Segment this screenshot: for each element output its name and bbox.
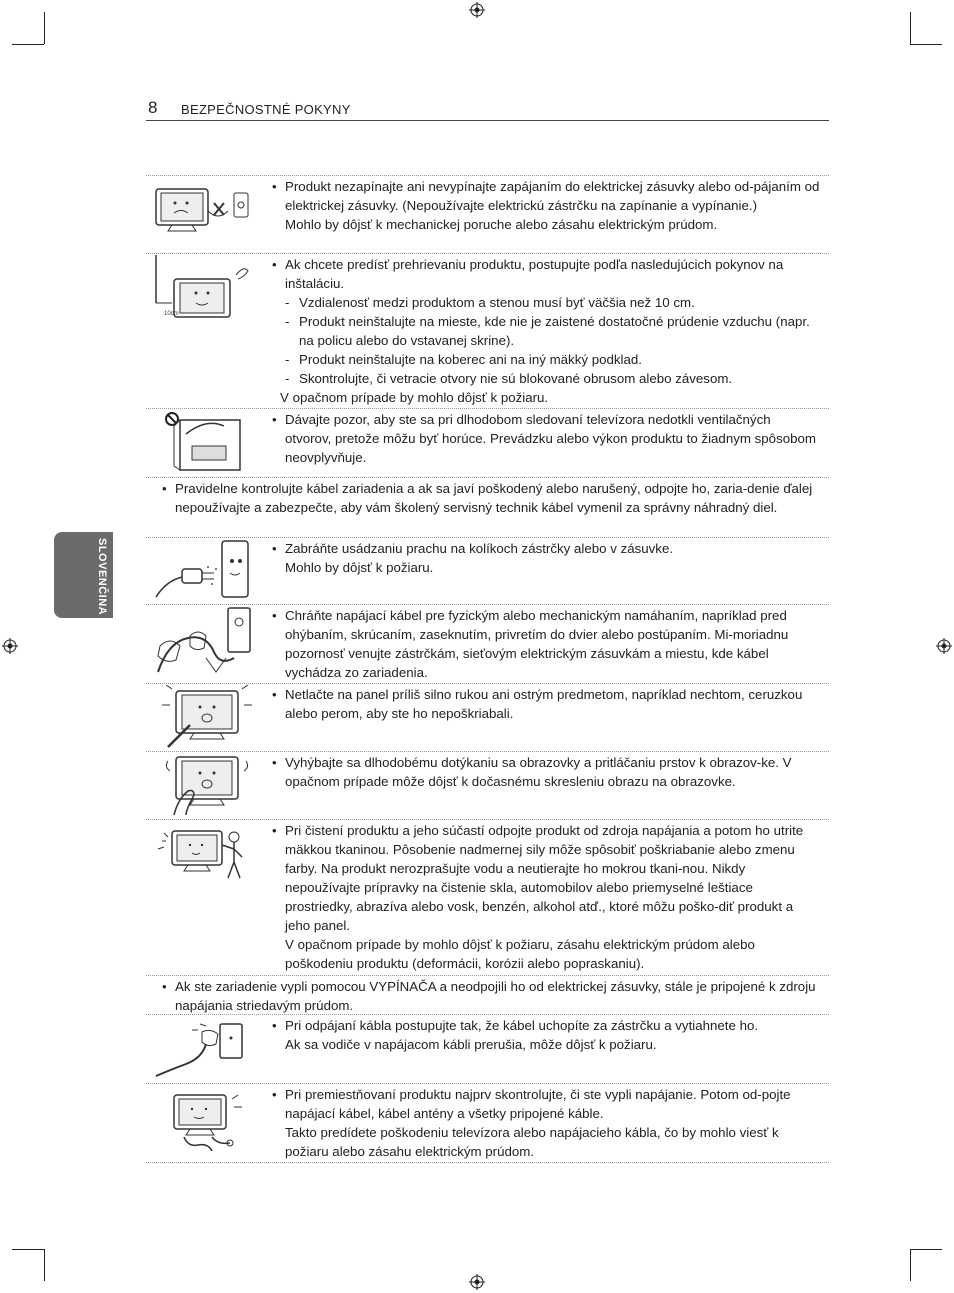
registration-mark-icon (469, 2, 485, 18)
safety-item: • Dávajte pozor, aby ste sa pri dlhodobom sledovaní televízora nedotkli ventilačných otvorov, pretože môžu byť horúce. Prevádzku alebo výkon produktu to žiadnym spôsobom neovplyvňuje. (146, 410, 829, 476)
crop-mark (910, 12, 911, 44)
safety-text: Produkt nezapínajte ani nevypínajte zapájaním do elektrickej zásuvky alebo od-pájaním od elektrickej zásuvky. (Nepoužívajte elektrickú zástrčku na zapínanie a vypínanie.) (285, 179, 820, 213)
safety-text: Pri čistení produktu a jeho súčastí odpojte produkt od zdroja napájania a potom ho utrite mäkkou tkaninou. Pôsobenie nadmernej sily môže spôsobiť poškriabanie alebo zmenu farby. Na produkt nerozprašujte vodu a neutierajte ho mokrou tkani-nou. Nikdy nepoužívajte prípravky na čistenie skla, automobilov alebo priemyselné leštiace prostriedky, abrazíva alebo vosk, benzén, alkohol atď., ktoré môžu poško-diť produkt a jeho panel. (285, 823, 804, 933)
safety-note: Takto predídete poškodeniu televízora alebo napájacieho kábla, čo by mohlo viesť k požiaru alebo zásahu elektrickým prúdom. (285, 1125, 779, 1159)
dusty-plug-icon (150, 539, 256, 603)
safety-note: V opačnom prípade by mohlo dôjsť k požiaru, zásahu elektrickým prúdom alebo poškodeniu produktu (deformácii, korózii alebo popraskaniu). (285, 937, 755, 971)
row-separator (146, 683, 829, 684)
tv-unplug-icon (150, 183, 256, 233)
row-separator (146, 253, 829, 254)
safety-item: • Chráňte napájací kábel pre fyzickým alebo mechanickým namáhaním, napríklad pred ohýbaním, skrúcaním, zaseknutím, privretím do dvier alebo postúpaním. Mi-moriadnu pozornosť venujte zástrčkám, sieťovým elektrickým zásuvkám a miestu, kde kábel vychádza zo zariadenia. (146, 606, 829, 682)
safety-note: Mohlo by dôjsť k mechanickej poruche alebo zásahu elektrickým prúdom. (285, 217, 718, 232)
tv-pen-press-icon (150, 685, 256, 749)
crop-mark (44, 1249, 45, 1281)
safety-note: V opačnom prípade by mohlo dôjsť k požiaru. (280, 390, 549, 405)
safety-item: 10cm • Ak chcete predísť prehrievaniu produktu, postupujte podľa nasledujúcich pokynov na inštaláciu. - Vzdialenosť medzi produktom a stenou musí byť väčšia než 10 cm. - Produkt neinštalujte na mieste, kde nie je zaistené dostatočné prúdenie vzduchu (napr. na policu alebo do vstavanej skrine). - Produkt neinštalujte na koberec ani na iný mäkký podklad. - Skontrolujte, či vetracie otvory nie sú blokované obrusom alebo závesom. V opačnom prípade by mohlo dôjsť k požiaru. (146, 255, 829, 407)
pull-plug-icon (150, 1018, 256, 1080)
safety-text: Pri odpájaní kábla postupujte tak, že kábel uchopíte za zástrčku a vytiahnete ho. (285, 1018, 759, 1033)
safety-subitem: Skontrolujte, či vetracie otvory nie sú blokované obrusom alebo závesom. (299, 371, 733, 386)
row-separator (146, 751, 829, 752)
registration-mark-icon (469, 1274, 485, 1290)
safety-text: Zabráňte usádzaniu prachu na kolíkoch zástrčky alebo v zásuvke. (285, 541, 674, 556)
section-title: BEZPEČNOSTNÉ POKYNY (181, 102, 351, 117)
safety-text: Dávajte pozor, aby ste sa pri dlhodobom sledovaní televízora nedotkli ventilačných otvorov, pretože môžu byť horúce. Prevádzku alebo výkon produktu to žiadnym spôsobom neovplyvňuje. (285, 412, 816, 465)
safety-item: • Netlačte na panel príliš silno rukou ani ostrým predmetom, napríklad nechtom, ceruzkou alebo perom, aby ste ho nepoškriabali. (146, 685, 829, 750)
crop-mark (910, 44, 942, 45)
safety-item: • Pravidelne kontrolujte kábel zariadenia a ak sa javí poškodený alebo narušený, odpojte ho, zaria-denie ďalej nepoužívajte a zabezpečte, aby vám školený servisný technik kábel vymenil za správny náhradný diel. (162, 481, 813, 515)
safety-item: • Vyhýbajte sa dlhodobému dotýkaniu sa obrazovky a pritláčaniu prstov k obrazov-ke. V opačnom prípade môže dôjsť k dočasnému skresleniu obrazu na obrazovke. (146, 753, 829, 818)
tv-wall-distance-icon (150, 255, 256, 325)
safety-item: • Ak ste zariadenie vypli pomocou VYPÍNAČA a neodpojili ho od elektrickej zásuvky, stále je pripojené k zdroju napájania striedavým prúdom. (162, 979, 816, 1013)
safety-text: Netlačte na panel príliš silno rukou ani ostrým predmetom, napríklad nechtom, ceruzkou alebo perom, aby ste ho nepoškriabali. (285, 687, 803, 721)
tv-move-icon (150, 1091, 256, 1151)
crop-mark (910, 1249, 911, 1281)
registration-mark-icon (2, 638, 18, 654)
row-separator (146, 819, 829, 820)
tv-finger-touch-icon (150, 753, 256, 817)
safety-item: • Pri premiestňovaní produktu najprv skontrolujte, či ste vypli napájanie. Potom od-pojte napájací kábel, kábel antény a všetky pripojené káble. Takto predídete poškodeniu televízora alebo napájacieho kábla, čo by mohlo viesť k požiaru alebo zásahu elektrickým prúdom. (146, 1085, 829, 1161)
row-separator (146, 975, 829, 976)
safety-note: Ak sa vodiče v napájacom kábli prerušia, môže dôjsť k požiaru. (285, 1037, 657, 1052)
safety-item: • Pri čistení produktu a jeho súčastí odpojte produkt od zdroja napájania a potom ho utrite mäkkou tkaninou. Pôsobenie nadmernej sily môže spôsobiť poškriabanie alebo zmenu farby. Na produkt nerozprašujte vodu a neutierajte ho mokrou tkani-nou. Nikdy nepoužívajte prípravky na čistenie skla, automobilov alebo priemyselné leštiace prostriedky, abrazíva alebo vosk, benzén, alkohol atď., ktoré môžu poško-diť produkt a jeho panel. V opačnom prípade by mohlo dôjsť k požiaru, zásahu elektrickým prúdom alebo poškodeniu produktu (deformácii, korózii alebo popraskaniu). (146, 821, 829, 974)
row-separator (146, 1083, 829, 1084)
row-separator (146, 477, 829, 478)
safety-text: Ak chcete predísť prehrievaniu produktu, postupujte podľa nasledujúcich pokynov na inštaláciu. (285, 257, 784, 291)
language-tab-label: SLOVENČINA (96, 538, 108, 616)
tv-vent-touch-icon (150, 410, 256, 474)
safety-subitem: Produkt neinštalujte na koberec ani na iný mäkký podklad. (299, 352, 642, 367)
row-separator (146, 537, 829, 538)
tv-cleaning-icon (150, 827, 256, 887)
crop-mark (12, 1249, 44, 1250)
page-header (146, 98, 829, 121)
crop-mark (44, 12, 45, 44)
crop-mark (12, 44, 44, 45)
safety-subitem: Produkt neinštalujte na mieste, kde nie je zaistené dostatočné prúdenie vzduchu (napr. na policu alebo do vstavanej skrine). (299, 314, 810, 348)
safety-text: Pri premiestňovaní produktu najprv skontrolujte, či ste vypli napájanie. Potom od-pojte napájací kábel, kábel antény a všetky pripojené káble. (285, 1087, 791, 1121)
safety-subitem: Vzdialenosť medzi produktom a stenou musí byť väčšia než 10 cm. (299, 295, 695, 310)
registration-mark-icon (936, 638, 952, 654)
page-number: 8 (148, 98, 158, 117)
safety-item: • Produkt nezapínajte ani nevypínajte zapájaním do elektrickej zásuvky alebo od-pájaním od elektrickej zásuvky. (Nepoužívajte elektrickú zástrčku na zapínanie a vypínanie.) Mohlo by dôjsť k mechanickej poruche alebo zásahu elektrickým prúdom. (146, 177, 829, 252)
row-separator (146, 604, 829, 605)
safety-text: Pravidelne kontrolujte kábel zariadenia a ak sa javí poškodený alebo narušený, odpojte ho, zaria-denie ďalej nepoužívajte a zabezpečte, aby vám školený servisný technik kábel vymenil za správny náhradný diel. (175, 481, 813, 515)
row-separator (146, 408, 829, 409)
crop-mark (910, 1249, 942, 1250)
safety-text: Chráňte napájací kábel pre fyzickým alebo mechanickým namáhaním, napríklad pred ohýbaním, skrúcaním, zaseknutím, privretím do dvier alebo postúpaním. Mi-moriadnu pozornosť venujte zástrčkám, sieťovým elektrickým zásuvkám a miestu, kde kábel vychádza zo zariadenia. (285, 608, 789, 680)
safety-item: • Pri odpájaní kábla postupujte tak, že kábel uchopíte za zástrčku a vytiahnete ho. Ak sa vodiče v napájacom kábli prerušia, môže dôjsť k požiaru. (146, 1016, 829, 1082)
row-separator (146, 1162, 829, 1163)
row-separator (146, 175, 829, 176)
distance-label: 10cm (164, 311, 179, 317)
safety-note: Mohlo by dôjsť k požiaru. (285, 560, 434, 575)
cable-stress-icon (150, 606, 256, 678)
safety-text: Vyhýbajte sa dlhodobému dotýkaniu sa obrazovky a pritláčaniu prstov k obrazov-ke. V opačnom prípade môže dôjsť k dočasnému skresleniu obrazu na obrazovke. (285, 755, 792, 789)
safety-text: Ak ste zariadenie vypli pomocou VYPÍNAČA a neodpojili ho od elektrickej zásuvky, stále je pripojené k zdroju napájania striedavým prúdom. (175, 979, 816, 1013)
safety-item: • Zabráňte usádzaniu prachu na kolíkoch zástrčky alebo v zásuvke. Mohlo by dôjsť k požiaru. (146, 539, 829, 603)
